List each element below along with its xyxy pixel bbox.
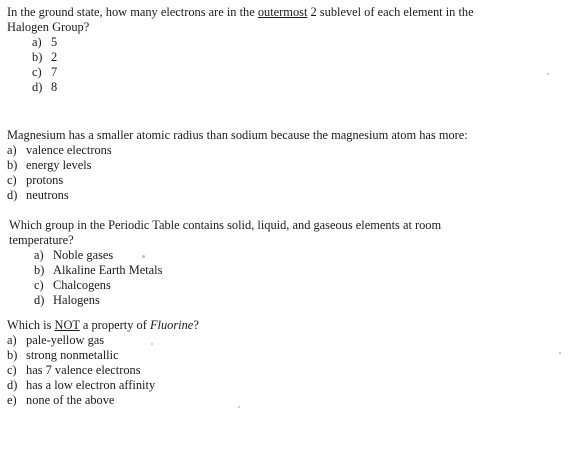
option-c[interactable]: c) protons — [7, 173, 64, 187]
option-d[interactable]: d) neutrons — [7, 188, 69, 202]
option-e[interactable]: e) none of the above — [7, 393, 115, 407]
option-c[interactable]: c) has 7 valence electrons — [7, 363, 141, 377]
option-d[interactable]: d) 8 — [32, 80, 58, 94]
option-c[interactable]: c) Chalcogens — [34, 278, 111, 292]
scan-speck — [238, 406, 240, 408]
underlined-word: outermost — [257, 5, 308, 19]
option-a[interactable]: a) 5 — [32, 35, 58, 49]
question-1-stem-line2: Halogen Group? — [7, 20, 90, 34]
question-4 — [7, 318, 199, 408]
option-c[interactable]: c) 7 — [32, 65, 58, 79]
option-a[interactable]: a) valence electrons — [7, 143, 112, 157]
question-3 — [9, 218, 441, 308]
question-2-stem: Magnesium has a smaller atomic radius than sodium because the magnesium atom has more: — [7, 128, 468, 142]
scan-speck — [547, 73, 549, 75]
option-d[interactable]: d) has a low electron affinity — [7, 378, 156, 392]
italic-word: Fluorine — [149, 318, 194, 332]
option-a[interactable]: a) Noble gases — [34, 248, 114, 262]
question-3-stem-line2: temperature? — [9, 233, 74, 247]
option-b[interactable]: b) Alkaline Earth Metals — [34, 263, 163, 277]
scan-speck — [151, 343, 153, 345]
option-b[interactable]: b) strong nonmetallic — [7, 348, 119, 362]
option-d[interactable]: d) Halogens — [34, 293, 100, 307]
question-1 — [7, 5, 474, 95]
option-a[interactable]: a) pale-yellow gas — [7, 333, 105, 347]
question-2 — [7, 128, 468, 203]
option-b[interactable]: b) energy levels — [7, 158, 92, 172]
question-3-stem: Which group in the Periodic Table contains solid, liquid, and gaseous elements at room — [9, 218, 442, 232]
scan-speck — [142, 255, 145, 258]
scan-speck — [559, 352, 561, 354]
option-b[interactable]: b) 2 — [32, 50, 58, 64]
underlined-word: NOT — [54, 318, 80, 332]
question-4-stem: Which is NOT a property of Fluorine? — [7, 318, 199, 332]
question-1-stem: In the ground state, how many electrons are in the outermost 2 sublevel of each element in the — [7, 5, 474, 19]
